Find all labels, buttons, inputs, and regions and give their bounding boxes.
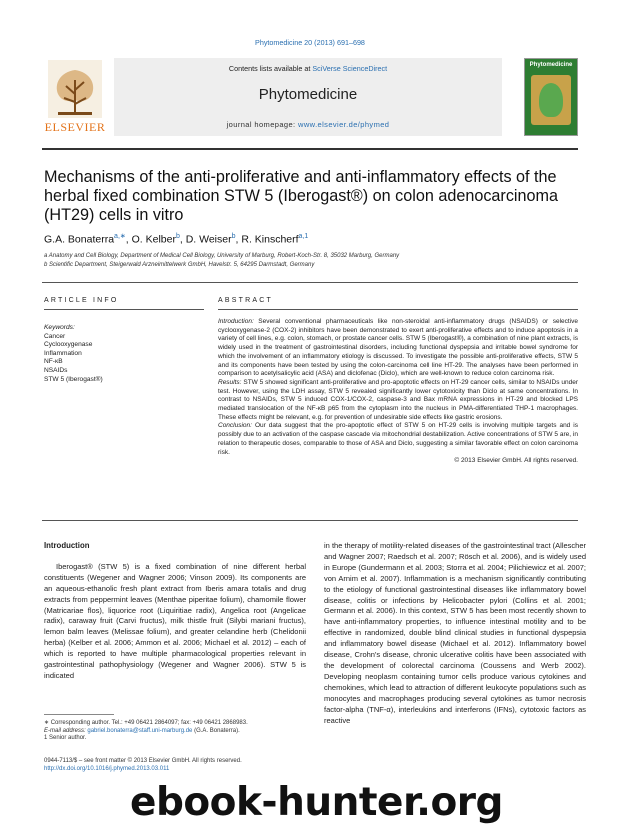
abstract-conclusion-label: Conclusion: bbox=[218, 422, 252, 430]
sciencedirect-link[interactable]: SciVerse ScienceDirect bbox=[312, 64, 388, 73]
keyword-item: STW 5 (Iberogast®) bbox=[44, 375, 103, 383]
keyword-item: Inflammation bbox=[44, 349, 82, 357]
abstract-results bbox=[218, 379, 578, 423]
elsevier-logo[interactable] bbox=[42, 58, 108, 136]
keywords-label: Keywords: bbox=[44, 324, 75, 331]
article-info-rule bbox=[44, 309, 204, 310]
abstract-conclusion-text: Our data suggest that the pro-apoptotic effect of STW 5 on HT-29 cells is involving multiple targets and is possibly due to an activation of the caspase cascade via mitochondrial destabilization. Active concentrations of STW 5 are, in relation to therapeutic doses, comparable to those of ASA and Diclo, suggesting a similar favorable effect on colon carcinoma risk. bbox=[218, 422, 578, 456]
homepage-prefix: journal homepage: bbox=[226, 120, 299, 129]
keyword-item: Cyclooxygenase bbox=[44, 341, 93, 349]
keyword-item: Cancer bbox=[44, 332, 66, 340]
cover-title: Phytomedicine bbox=[529, 62, 573, 68]
author-affiliation-marker[interactable]: a,∗ bbox=[114, 233, 126, 240]
abstract-copyright: © 2013 Elsevier GmbH. All rights reserved. bbox=[454, 457, 578, 465]
email-suffix: (G.A. Bonaterra). bbox=[192, 727, 240, 734]
footnote-rule bbox=[44, 714, 114, 715]
article-info-heading: ARTICLE INFO bbox=[44, 297, 119, 304]
elsevier-tree-icon bbox=[48, 60, 102, 118]
abstract-results-label: Results: bbox=[218, 378, 242, 386]
homepage-line bbox=[114, 120, 502, 129]
abstract-introduction bbox=[218, 318, 578, 379]
corresponding-author-note: ∗ Corresponding author. Tel.: +49 06421 2864097; fax: +49 06421 2868983. bbox=[44, 720, 248, 726]
author-name[interactable]: D. Weiser bbox=[185, 233, 232, 246]
abstract-end-divider bbox=[42, 520, 578, 521]
email-prefix: E-mail address: bbox=[44, 727, 88, 734]
author-affiliation-marker[interactable]: b bbox=[175, 233, 180, 240]
journal-title: Phytomedicine bbox=[258, 86, 358, 103]
abstract-rule bbox=[218, 309, 578, 310]
intro-left-text: Iberogast® (STW 5) is a fixed combination of nine different herbal constituents (Wegener and Wagner 2006; Vinson 2009). Its components are an aqueous-ethanolic fresh plant extract from Iberis amara totalis and drug extracts from peppermint leaves (Menthae piperitae folium), chamomile flower (Matricariae flos), liquorice root (Liquiritiae radix), Angelica root (Angelicae radix), caraway fruit (Carvi fructus), milk thistle fruit (Silybi mariani fructus), lemon balm leaves (Melissae folium), and greater celandine herb (Chelidonii herba) (Kelber et al. 2006; Ammon et al. 2006; Michael et al. 2012) – each of which is reported to have multiple pharmacological properties relevant in gastrointestinal pathophysiology (Wegener and Wagner 2006). STW 5 is indicated bbox=[44, 561, 306, 680]
author-name[interactable]: O. Kelber bbox=[131, 233, 176, 246]
footnotes bbox=[44, 720, 304, 743]
keyword-item: NSAIDs bbox=[44, 366, 68, 374]
contents-line bbox=[114, 64, 502, 73]
author-separator: , bbox=[235, 233, 242, 246]
watermark-text: ebook-hunter.org bbox=[130, 780, 503, 825]
author-affiliation-marker[interactable]: b bbox=[231, 233, 236, 240]
email-note bbox=[44, 728, 304, 736]
issn-block bbox=[44, 758, 304, 773]
journal-cover-image[interactable] bbox=[524, 58, 578, 136]
intro-left-column bbox=[44, 541, 306, 682]
issn-line: 0944-7113/$ – see front matter © 2013 Elsevier GmbH. All rights reserved. bbox=[44, 758, 242, 764]
masthead-center bbox=[114, 58, 502, 136]
header-divider bbox=[42, 148, 578, 150]
author-affiliation-marker[interactable]: a,1 bbox=[298, 233, 309, 240]
contents-prefix: Contents lists available at bbox=[228, 64, 313, 73]
author-list bbox=[44, 232, 584, 246]
affiliation-divider bbox=[42, 282, 578, 283]
homepage-link[interactable]: www.elsevier.de/phymed bbox=[298, 120, 390, 129]
author-name[interactable]: R. Kinscherf bbox=[241, 233, 299, 246]
abstract-heading: ABSTRACT bbox=[218, 297, 273, 304]
author-separator: , bbox=[125, 233, 132, 246]
intro-right-text: in the therapy of motility-related diseases of the gastrointestinal tract (Allescher and Wagner 2007; Raedsch et al. 2007; Rösch et al. 2006), and is widely used in Europe (Gundermann et al. 2003; Storra et al. 2004; Pilichiewicz et al. 2007; von Arnim et al. 2007). Inflammation is a mechanism significantly contributing to the etiology of functional gastrointestinal diseases like inflammatory bowel disease, colitis or infections by Helicobacter pylori (Collins et al. 2001; Germann et al. 2006). In this context, STW 5 has been most recently shown to have anti-inflammatory properties, to influence intestinal motility and to be effective in randomized, double blind clinical studies in functional dyspepsia and inflammatory bowel disease (Michael et al. 2012). Inflammatory bowel disease, Crohn's disease, chronic ulcerative colitis have been associated with the development of colorectal carcinoma (Coussens and Werb 2002). Developing neoplasm containing tumor cells produce various cytokines and chemokines, which lead to attraction of different leukocyte populations such as monocytes and macrophages producing several cytokines as tumor necrosis factor-alpha (TNF-α), interleukins and interferons (IFNs), cytotoxic factors as reactive bbox=[324, 541, 586, 725]
affiliation-a: a Anatomy and Cell Biology, Department of Medical Cell Biology, University of Marburg, Robert-Koch-Str. 8, 35032 Marburg, Germany bbox=[44, 253, 400, 259]
journal-masthead bbox=[42, 58, 578, 136]
elsevier-wordmark: ELSEVIER bbox=[44, 120, 106, 134]
abstract-conclusion bbox=[218, 422, 578, 457]
author-separator: , bbox=[179, 233, 186, 246]
keyword-item: NF-κB bbox=[44, 358, 63, 366]
abstract-intro-text: Several conventional pharmaceuticals like non-steroidal anti-inflammatory drugs (NSAIDS) or selective cyclooxygenase-2 (COX-2) inhibitors have been demonstrated to exert anti-proliferative effects and to induce apoptosis in a variety of cell lines, e.g. colon, stomach, or prostate cancer cells. STW 5 (Iberogast®), a combination of nine plant extracts, is widely used in the treatment of gastrointestinal disorders, including functional dyspepsia and irritable bowel syndrome for which the involvement of an inflammatory etiology is discussed. To investigate the possible anti-proliferative effects, STW 5 and its components have been tested by using the colon-carcinoma cell line HT-29. The analyses have been performed in comparison to acetylsalicylic acid (ASA) and diclofenac (Diclo), which are well-known to reduce colon carcinoma risk. bbox=[218, 318, 578, 378]
abstract-results-text: STW 5 showed significant anti-proliferative and pro-apoptotic effects on HT-29 cancer cells, similar to NSAIDs under test. However, using the LDH assay, STW 5 revealed significantly lower cytotoxicity than Diclo at same concentrations. In contrast to NSAIDs, STW 5 induced COX-1/COX-2, caspase-3 and Bax mRNA expressions in HT-29 and blocked LPS mediated translocation of the NF-κB p65 from the cytoplasm into the nucleus in PMA-differentiated THP-1 macrophages. These effects might be relevant, e.g. for prevention of undesirable side effects like gastric erosions. bbox=[218, 378, 578, 421]
senior-author-note: 1 Senior author. bbox=[44, 735, 87, 742]
cover-leaf-icon bbox=[539, 83, 563, 117]
article-title: Mechanisms of the anti-proliferative and anti-inflammatory effects of the herbal fixed combination STW 5 (Iberogast®) on colon adenocarcinoma (HT29) cells in vitro bbox=[44, 168, 559, 224]
doi-link[interactable]: http://dx.doi.org/10.1016/j.phymed.2013.03.011 bbox=[44, 765, 170, 772]
journal-reference[interactable]: Phytomedicine 20 (2013) 691–698 bbox=[255, 38, 365, 47]
author-name[interactable]: G.A. Bonaterra bbox=[44, 233, 115, 246]
affiliation-b: b Scientific Department, Steigerwald Arzneimittelwerk GmbH, Havelstr. 5, 64295 Darmstadt, Germany bbox=[44, 262, 315, 268]
abstract-body bbox=[218, 318, 578, 466]
abstract-intro-label: Introduction: bbox=[218, 318, 254, 325]
keywords-list bbox=[44, 324, 194, 384]
intro-right-column bbox=[324, 541, 586, 726]
email-link[interactable]: gabriel.bonaterra@staff.uni-marburg.de bbox=[87, 727, 193, 734]
intro-heading: Introduction bbox=[44, 541, 90, 550]
